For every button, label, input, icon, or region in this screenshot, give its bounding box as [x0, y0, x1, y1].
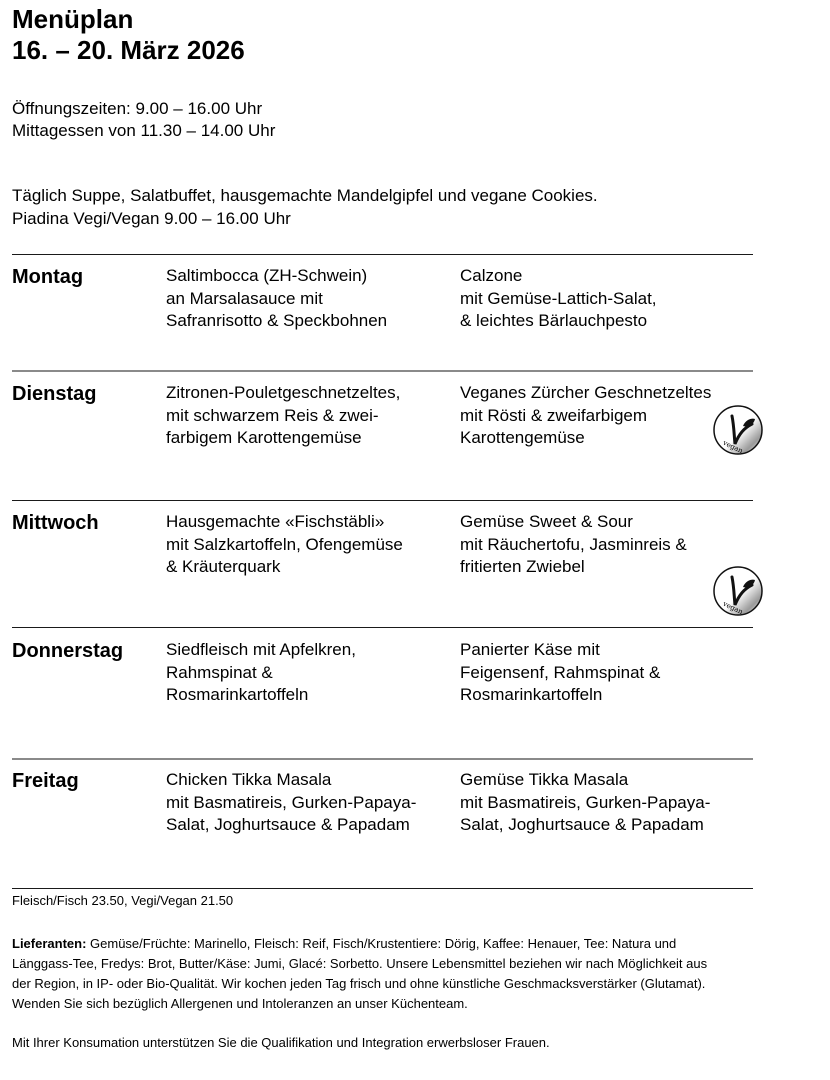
dish-line: Veganes Zürcher Geschnetzeltes [460, 383, 712, 402]
dish-veg-donnerstag [460, 639, 660, 707]
dish-meat-freitag [166, 769, 416, 837]
dish-line: Zitronen-Pouletgeschnetzeltes, [166, 383, 401, 402]
price-info: Fleisch/Fisch 23.50, Vegi/Vegan 21.50 [12, 893, 234, 908]
dish-line: Gemüse Tikka Masala [460, 770, 629, 789]
dish-line: mit Räuchertofu, Jasminreis & [460, 534, 687, 554]
divider [12, 888, 753, 889]
dish-line: Rahmspinat & [166, 662, 273, 682]
dish-veg-freitag [460, 769, 710, 837]
daily-offer [12, 184, 598, 230]
vegan-logo-text: vegan [721, 599, 745, 617]
vegan-logo-text: vegan [721, 438, 745, 456]
dish-line: Rosmarinkartoffeln [460, 685, 603, 704]
suppliers-line: der Region, in IP- oder Bio-Qualität. Wir kochen jeden Tag frisch und ohne künstliche Geschmacksverstärker (Glutamat). [12, 976, 706, 991]
suppliers-info [12, 934, 827, 1014]
footer-note: Mit Ihrer Konsumation unterstützen Sie die Qualifikation und Integration erwerbsloser Frauen. [12, 1035, 550, 1050]
dish-veg-dienstag [460, 382, 711, 450]
dish-meat-dienstag [166, 382, 400, 450]
opening-hours-text: Öffnungszeiten: 9.00 – 16.00 Uhr [12, 99, 263, 118]
dish-line: Rosmarinkartoffeln [166, 685, 309, 704]
dish-line: mit schwarzem Reis & zwei- [166, 405, 379, 425]
page-title [12, 4, 245, 66]
piadina-line: Piadina Vegi/Vegan 9.00 – 16.00 Uhr [12, 209, 291, 228]
dish-line: & Kräuterquark [166, 557, 281, 576]
divider [12, 758, 753, 760]
suppliers-line [12, 934, 827, 954]
day-label-mittwoch: Mittwoch [12, 512, 99, 534]
divider [12, 500, 753, 501]
opening-hours [12, 98, 275, 142]
suppliers-text: Gemüse/Früchte: Marinello, Fleisch: Reif, Fisch/Krustentiere: Dörig, Kaffee: Henauer, Tee: Natura und [86, 936, 677, 951]
dish-line: Saltimbocca (ZH-Schwein) [166, 266, 368, 285]
dish-line: mit Basmatireis, Gurken-Papaya- [166, 792, 417, 812]
dish-line: Karottengemüse [460, 428, 585, 447]
dish-line: fritierten Zwiebel [460, 557, 585, 576]
vegan-logo-icon [712, 565, 764, 617]
dish-veg-montag [460, 265, 657, 333]
day-label-freitag: Freitag [12, 770, 79, 792]
dish-line: mit Salzkartoffeln, Ofengemüse [166, 534, 403, 554]
day-label-montag: Montag [12, 266, 84, 288]
suppliers-line: Länggass-Tee, Fredys: Brot, Butter/Käse: Jumi, Glacé: Sorbetto. Unsere Lebensmittel beziehen wir nach Möglichkeit aus [12, 956, 708, 971]
dish-line: Hausgemachte «Fischstäbli» [166, 512, 385, 531]
menu-title: Menüplan [12, 4, 134, 34]
daily-offer-line: Täglich Suppe, Salatbuffet, hausgemachte Mandelgipfel und vegane Cookies. [12, 186, 598, 205]
suppliers-line: Wenden Sie sich bezüglich Allergenen und Intoleranzen an unser Küchenteam. [12, 996, 468, 1011]
divider [12, 627, 753, 628]
dish-line: Chicken Tikka Masala [166, 770, 332, 789]
suppliers-label: Lieferanten: [12, 936, 87, 951]
dish-line: an Marsalasauce mit [166, 288, 323, 308]
dish-line: Panierter Käse mit [460, 640, 600, 659]
dish-line: Salat, Joghurtsauce & Papadam [166, 815, 410, 834]
dish-meat-donnerstag [166, 639, 356, 707]
dish-line: Siedfleisch mit Apfelkren, [166, 640, 356, 659]
dish-line: Calzone [460, 266, 523, 285]
date-range: 16. – 20. März 2026 [12, 35, 245, 65]
divider [12, 254, 753, 255]
dish-line: farbigem Karottengemüse [166, 428, 362, 447]
dish-line: mit Gemüse-Lattich-Salat, [460, 288, 657, 308]
dish-meat-montag [166, 265, 387, 333]
day-label-donnerstag: Donnerstag [12, 640, 124, 662]
divider [12, 370, 753, 372]
dish-line: & leichtes Bärlauchpesto [460, 311, 648, 330]
dish-veg-mittwoch [460, 511, 687, 579]
dish-line: mit Basmatireis, Gurken-Papaya- [460, 792, 711, 812]
dish-line: Feigensenf, Rahmspinat & [460, 662, 661, 682]
vegan-logo-icon [712, 404, 764, 456]
dish-line: Gemüse Sweet & Sour [460, 512, 633, 531]
dish-line: Salat, Joghurtsauce & Papadam [460, 815, 704, 834]
lunch-hours-text: Mittagessen von 11.30 – 14.00 Uhr [12, 121, 276, 140]
dish-meat-mittwoch [166, 511, 403, 579]
day-label-dienstag: Dienstag [12, 383, 97, 405]
dish-line: mit Rösti & zweifarbigem [460, 405, 648, 425]
dish-line: Safranrisotto & Speckbohnen [166, 311, 388, 330]
